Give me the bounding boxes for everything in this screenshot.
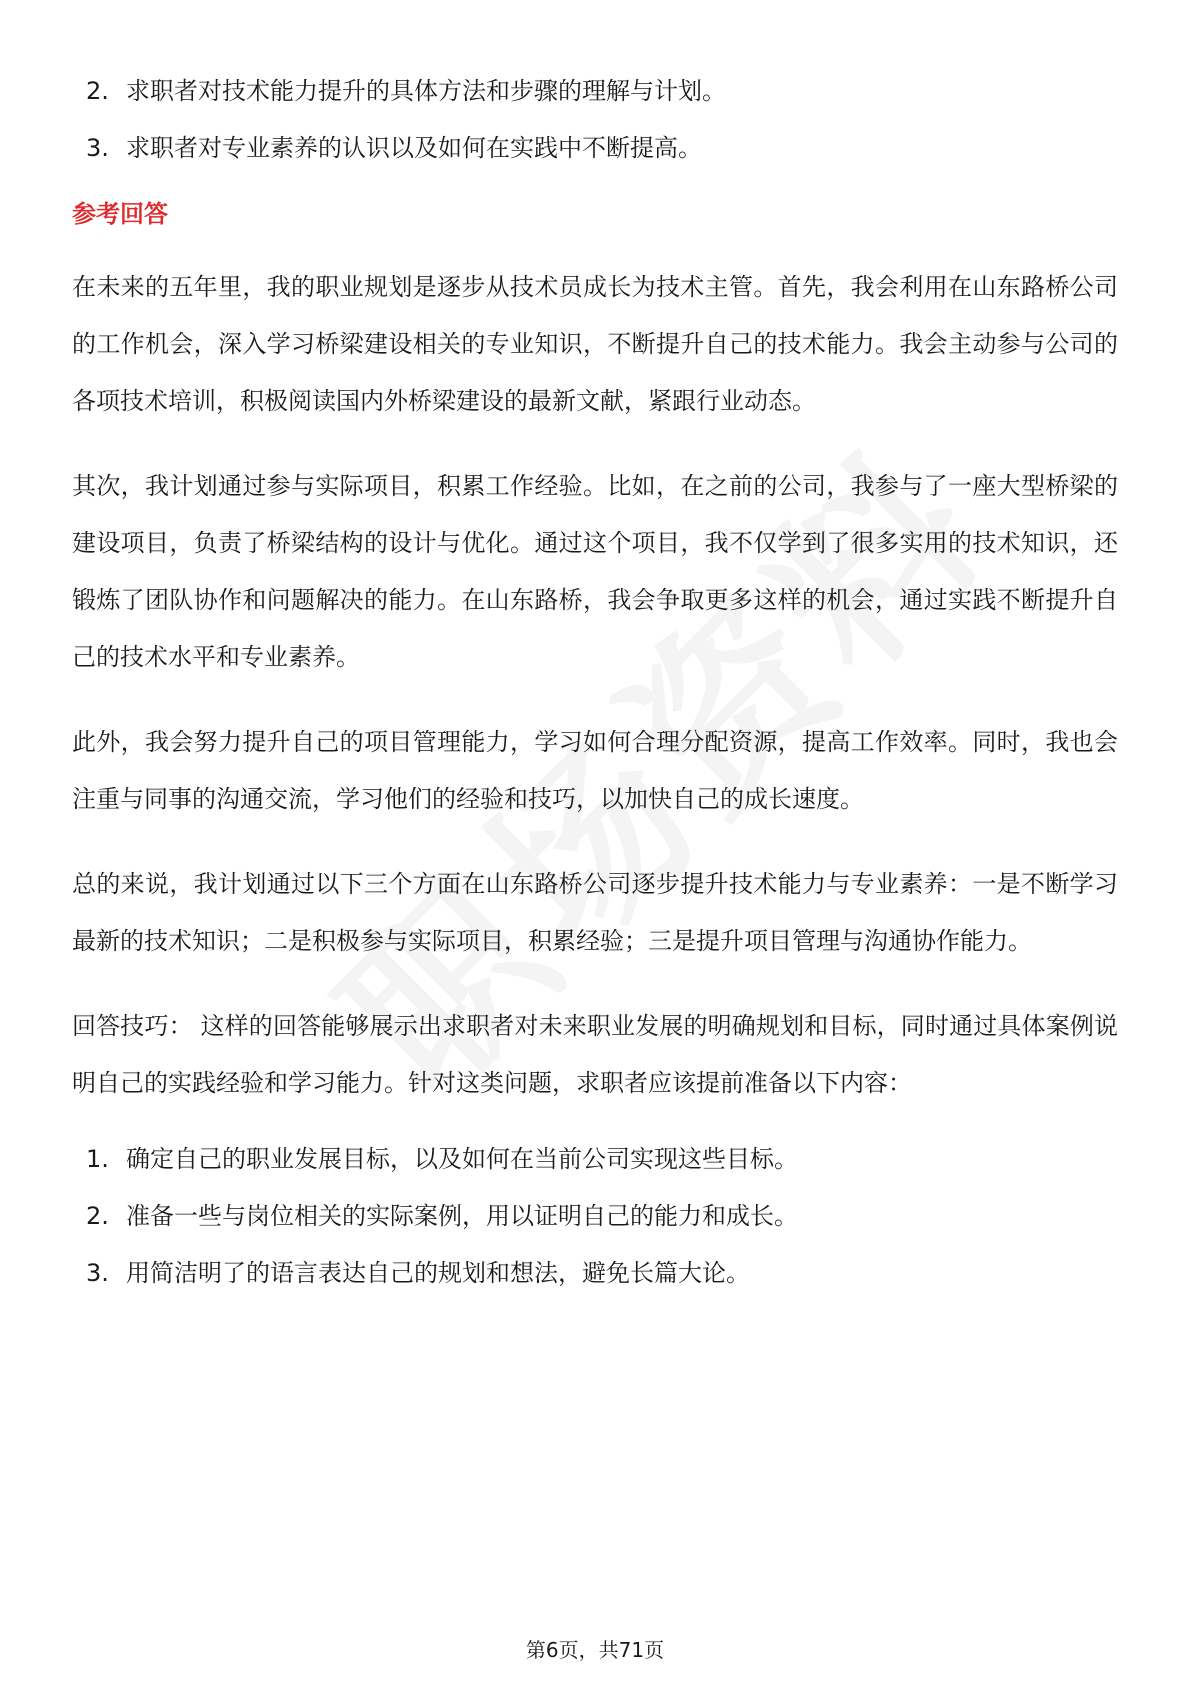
answer-paragraph: 其次，我计划通过参与实际项目，积累工作经验。比如，在之前的公司，我参与了一座大型桥梁的建设项目，负责了桥梁结构的设计与优化。通过这个项目，我不仅学到了很多实用的技术知识，还锻炼了团队协作和问题解决的能力。在山东路桥，我会争取更多这样的机会，通过实践不断提升自己的技术水平和专业素养。 [72, 472, 1118, 671]
list-item-text: 求职者对技术能力提升的具体方法和步骤的理解与计划。 [126, 77, 726, 105]
tips-list [72, 1140, 1118, 1292]
list-item-text: 用简洁明了的语言表达自己的规划和想法，避免长篇大论。 [126, 1259, 750, 1287]
list-item-number: 3. [86, 1259, 109, 1287]
list-item-text: 确定自己的职业发展目标，以及如何在当前公司实现这些目标。 [126, 1145, 798, 1173]
list-item [72, 1254, 1118, 1292]
list-item [72, 72, 1118, 110]
list-item [72, 129, 1118, 167]
list-item [72, 1197, 1118, 1235]
page-footer: 第6页，共71页 [525, 1638, 665, 1662]
answer-paragraph: 总的来说，我计划通过以下三个方面在山东路桥公司逐步提升技术能力与专业素养：一是不断学习最新的技术知识；二是积极参与实际项目，积累经验；三是提升项目管理与沟通协作能力。 [72, 870, 1118, 955]
tips-paragraph: 回答技巧： 这样的回答能够展示出求职者对未来职业发展的明确规划和目标，同时通过具体案例说明自己的实践经验和学习能力。针对这类问题，求职者应该提前准备以下内容： [72, 1012, 1118, 1097]
section-heading: 参考回答 [72, 200, 168, 228]
list-item [72, 1140, 1118, 1178]
question-points-list [72, 72, 1118, 167]
list-item-number: 3. [86, 134, 109, 162]
answer-paragraph: 在未来的五年里，我的职业规划是逐步从技术员成长为技术主管。首先，我会利用在山东路桥公司的工作机会，深入学习桥梁建设相关的专业知识，不断提升自己的技术能力。我会主动参与公司的各项技术培训，积极阅读国内外桥梁建设的最新文献，紧跟行业动态。 [72, 273, 1118, 415]
list-item-number: 1. [86, 1145, 109, 1173]
list-item-text: 求职者对专业素养的认识以及如何在实践中不断提高。 [126, 134, 702, 162]
document-page [72, 72, 1118, 1311]
list-item-number: 2. [86, 1202, 109, 1230]
answer-paragraph: 此外，我会努力提升自己的项目管理能力，学习如何合理分配资源，提高工作效率。同时，我也会注重与同事的沟通交流，学习他们的经验和技巧，以加快自己的成长速度。 [72, 728, 1118, 813]
list-item-text: 准备一些与岗位相关的实际案例，用以证明自己的能力和成长。 [126, 1202, 798, 1230]
list-item-number: 2. [86, 77, 109, 105]
